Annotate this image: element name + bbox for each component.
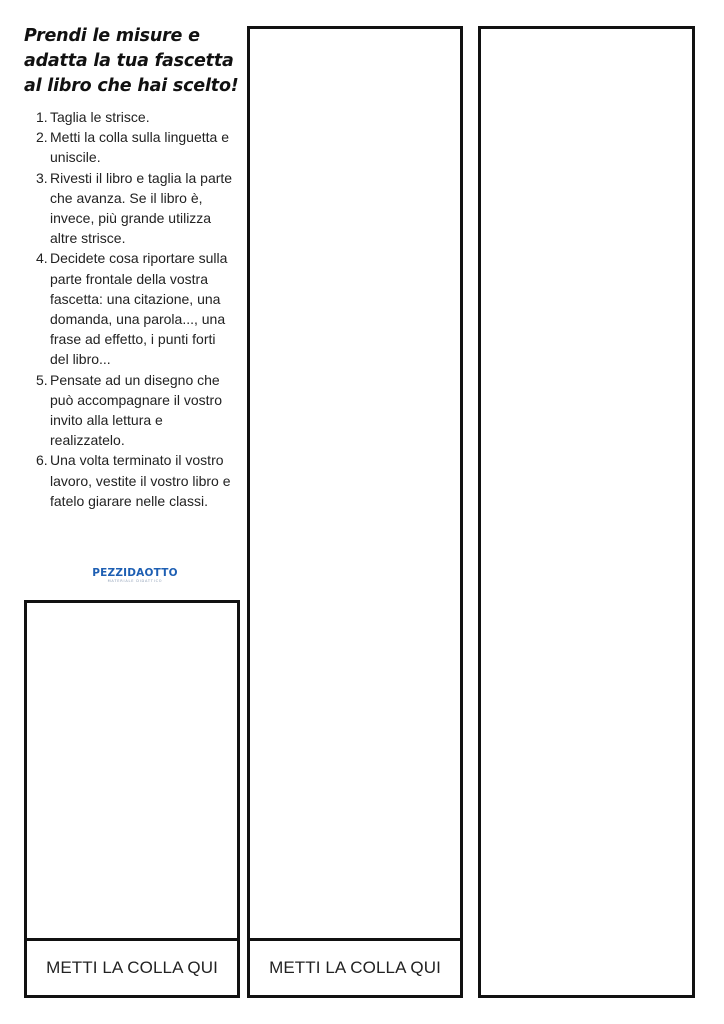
instruction-step [24, 248, 236, 369]
step-text: Pensate ad un disegno che può accompagnare il vostro invito alla lettura e realizzatelo. [50, 371, 222, 449]
step-text: Rivesti il libro e taglia la parte che avanza. Se il libro è, invece, più grande utilizza altre strisce. [50, 169, 233, 247]
bookmark-strip-short [24, 600, 240, 998]
bookmark-strip-long [247, 26, 463, 998]
instruction-step [24, 450, 236, 511]
instruction-step [24, 127, 236, 167]
instruction-step [24, 370, 236, 451]
step-number: 1. [36, 109, 48, 125]
step-text: Metti la colla sulla linguetta e uniscile. [50, 129, 229, 166]
page-title: Prendi le misure e adatta la tua fascetta al libro che hai scelto! [24, 26, 239, 96]
logo-tagline: MATERIALE DIDATTICO [107, 579, 163, 583]
glue-tab: METTI LA COLLA QUI [250, 938, 460, 995]
bookmark-strip-plain [478, 26, 695, 998]
glue-tab: METTI LA COLLA QUI [27, 938, 237, 995]
brand-logo [90, 567, 180, 584]
step-number: 4. [36, 250, 48, 267]
instruction-step [24, 168, 236, 249]
instructions-list [24, 107, 236, 511]
step-text: Decidete cosa riportare sulla parte frontale della vostra fascetta: una citazione, una domanda, una parola..., una frase ad effetto, i punti forti del libro... [50, 250, 228, 368]
instruction-step [24, 107, 236, 127]
logo-name: PEZZIDAOTTO [92, 567, 178, 579]
step-number: 5. [36, 371, 48, 388]
step-number: 2. [36, 129, 48, 146]
step-text: Una volta terminato il vostro lavoro, vestite il vostro libro e fatelo giarare nelle classi. [50, 452, 231, 509]
step-text: Taglia le strisce. [50, 109, 150, 125]
step-number: 3. [36, 169, 48, 186]
step-number: 6. [36, 452, 48, 469]
